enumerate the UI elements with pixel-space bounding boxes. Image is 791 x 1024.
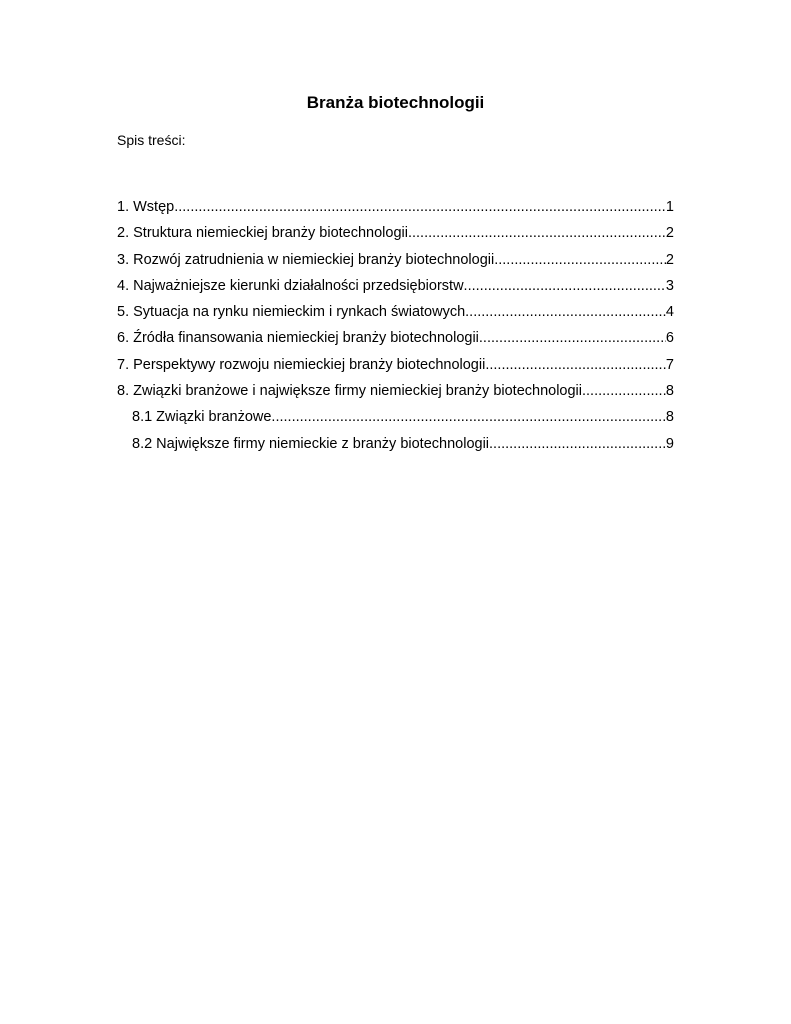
toc-entry-text: 3. Rozwój zatrudnienia w niemieckiej branży biotechnologii — [117, 251, 495, 268]
toc-entry-3[interactable] — [117, 249, 674, 275]
toc-page-number: 6 — [665, 330, 674, 347]
document-title: Branża biotechnologii — [306, 93, 485, 112]
toc-dot-leader — [582, 380, 666, 402]
toc-page-number: 2 — [665, 251, 674, 268]
toc-dot-leader — [494, 249, 666, 271]
toc-dot-leader — [485, 354, 666, 376]
toc-page-number: 7 — [665, 356, 674, 373]
toc-entry-text: 5. Sytuacja na rynku niemieckim i rynkach światowych — [117, 304, 466, 321]
toc-entry-7[interactable] — [117, 354, 674, 380]
toc-page-number: 8 — [665, 409, 674, 426]
toc-entry-text: 8.1 Związki branżowe — [132, 409, 272, 426]
toc-page-number: 2 — [665, 225, 674, 242]
toc-entry-6[interactable] — [117, 327, 674, 353]
toc-entry-1[interactable] — [117, 196, 674, 222]
toc-dot-leader — [465, 301, 666, 323]
toc-entry-text: 6. Źródła finansowania niemieckiej branży biotechnologii — [117, 330, 479, 347]
toc-entry-text: 1. Wstęp — [117, 199, 175, 215]
toc-dot-leader — [271, 406, 666, 428]
toc-entry-2[interactable] — [117, 222, 674, 248]
toc-page-number: 4 — [665, 304, 674, 321]
toc-entry-text: 7. Perspektywy rozwoju niemieckiej branży biotechnologii — [117, 356, 486, 373]
table-of-contents — [117, 196, 674, 459]
toc-entry-text: 2. Struktura niemieckiej branży biotechnologii — [117, 225, 408, 242]
toc-entry-4[interactable] — [117, 275, 674, 301]
toc-entry-text: 8.2 Największe firmy niemieckie z branży biotechnologii — [132, 435, 490, 452]
toc-heading: Spis treści: — [117, 132, 186, 148]
toc-dot-leader — [479, 327, 666, 349]
toc-entry-8-2[interactable] — [117, 433, 674, 459]
toc-entry-text: 4. Najważniejsze kierunki działalności przedsiębiorstw — [117, 277, 464, 294]
toc-entry-text: 8. Związki branżowe i największe firmy niemieckiej branży biotechnologii — [117, 383, 582, 400]
toc-dot-leader — [464, 275, 666, 297]
toc-dot-leader — [489, 433, 666, 455]
toc-entry-8[interactable] — [117, 380, 674, 406]
toc-page-number: 9 — [665, 435, 674, 452]
toc-dot-leader — [174, 196, 666, 218]
toc-dot-leader — [408, 222, 666, 244]
toc-page-number: 3 — [665, 277, 674, 294]
toc-page-number: 8 — [665, 383, 674, 400]
toc-entry-8-1[interactable] — [117, 406, 674, 432]
toc-page-number: 1 — [665, 199, 674, 215]
toc-entry-5[interactable] — [117, 301, 674, 327]
